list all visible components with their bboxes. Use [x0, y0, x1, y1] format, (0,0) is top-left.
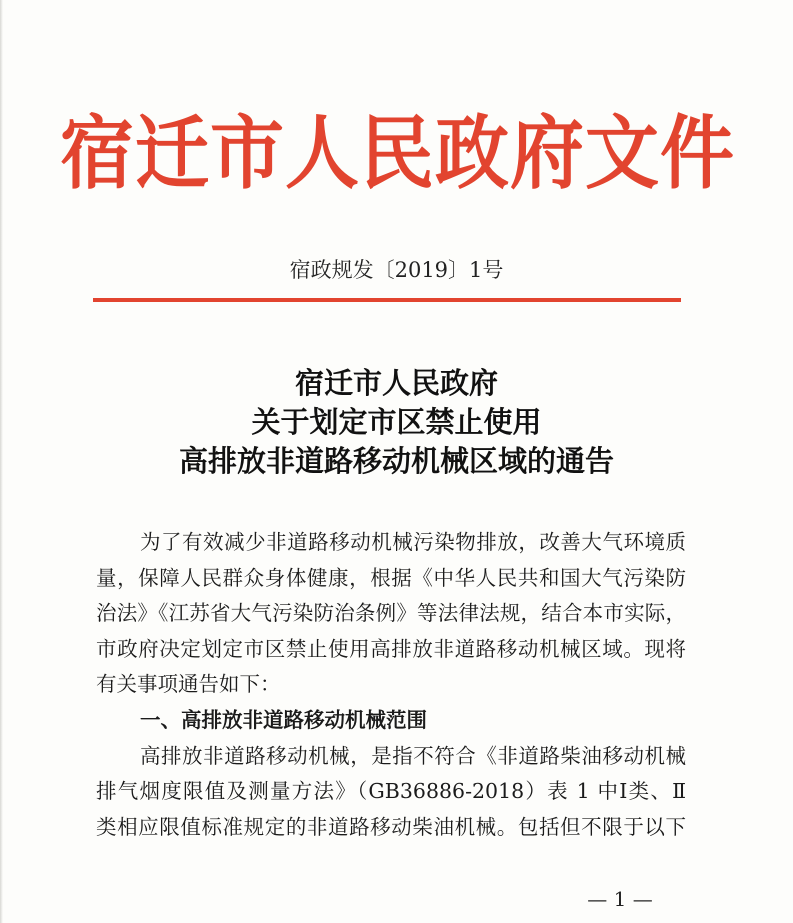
paragraph-1-line: 为了有效减少非道路移动机械污染物排放，改善大气环境质: [140, 530, 686, 554]
section-heading-1: 一、高排放非道路移动机械范围: [140, 707, 427, 732]
notice-title-line-3: 高排放非道路移动机械区域的通告: [178, 444, 614, 478]
notice-title: [0, 364, 793, 481]
paragraph-2-line: 类相应限值标准规定的非道路移动柴油机械。包括但不限于以下: [96, 814, 686, 839]
paragraph-1-line: 市政府决定划定市区禁止使用高排放非道路移动机械区域。现将: [96, 636, 686, 661]
masthead-red-rule: [93, 298, 681, 302]
page-number: — 1 —: [587, 887, 653, 911]
document-number: 宿政规发〔2019〕1号: [289, 258, 504, 282]
paragraph-1-line: 治法》《江苏省大气污染防治条例》等法律法规，结合本市实际，: [96, 601, 686, 626]
paragraph-2-line: 排气烟度限值及测量方法》（GB36886-2018）表 1 中Ⅰ类、Ⅱ: [96, 779, 686, 804]
notice-title-line-2: 关于划定市区禁止使用: [251, 405, 542, 439]
paragraph-1-line: 有关事项通告如下：: [96, 672, 281, 697]
notice-title-line-1: 宿迁市人民政府: [294, 366, 498, 400]
paragraph-1-line: 量，保障人民群众身体健康，根据《中华人民共和国大气污染防: [96, 565, 686, 590]
document-masthead: 宿迁市人民政府文件: [60, 107, 735, 201]
paragraph-2-line: 高排放非道路移动机械，是指不符合《非道路柴油移动机械: [140, 743, 686, 768]
notice-body: [96, 525, 686, 845]
